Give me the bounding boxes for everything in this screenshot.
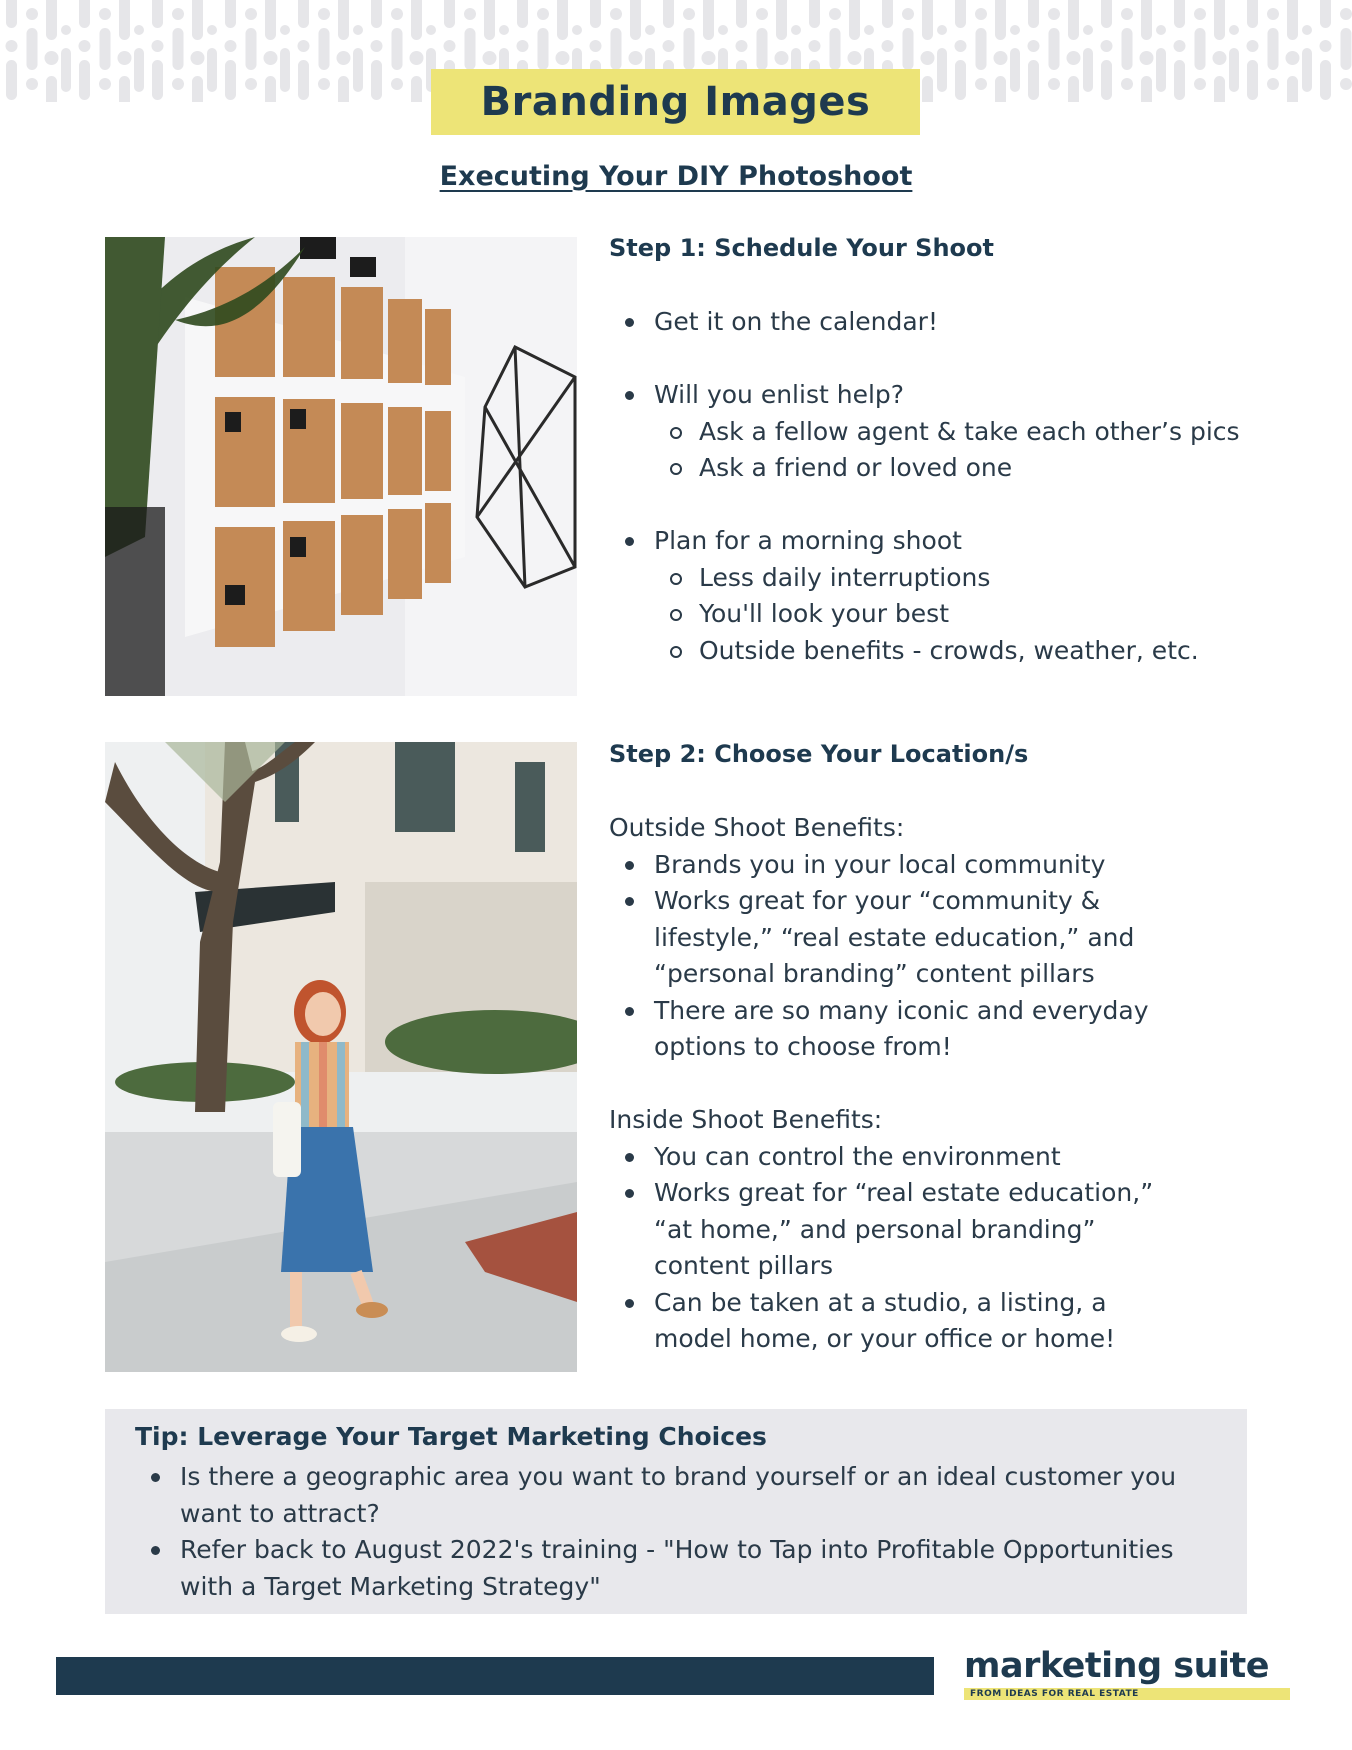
list-item-text: Will you enlist help? [654,380,905,409]
list-item: Works great for “real estate education,” “at home,” and personal branding” content pillars [609,1175,1189,1285]
list-item: Brands you in your local community [609,847,1189,884]
list-item [609,523,1249,669]
page-subtitle: Executing Your DIY Photoshoot [439,161,913,192]
step1-list [609,304,1249,669]
tip-list [135,1459,1225,1605]
list-item [609,304,1249,341]
marketing-suite-logo [964,1646,1294,1706]
title-banner [431,69,920,135]
list-item: You can control the environment [609,1139,1189,1176]
outside-label: Outside Shoot Benefits: [609,813,905,842]
sub-list-item: Outside benefits - crowds, weather, etc. [654,633,1249,670]
list-item-text: Plan for a morning shoot [654,526,962,555]
outdoor-shoot-photo [105,742,577,1372]
step2-content [609,810,1189,1358]
sub-list-item: Less daily interruptions [654,560,1249,597]
sub-list-item: Ask a friend or loved one [654,450,1249,487]
list-item [609,377,1249,487]
footer-bar [56,1657,934,1695]
list-item: Is there a geographic area you want to brand yourself or an ideal customer you want to attract? [135,1459,1225,1532]
tip-title: Tip: Leverage Your Target Marketing Choices [135,1422,767,1451]
logo-wordmark: marketing suite [964,1646,1270,1686]
step2-heading: Step 2: Choose Your Location/s [609,740,1029,768]
sub-list-item: You'll look your best [654,596,1249,633]
list-item: Can be taken at a studio, a listing, a model home, or your office or home! [609,1285,1189,1358]
calendar-board-photo [105,237,577,696]
tip-box [105,1409,1247,1614]
inside-label: Inside Shoot Benefits: [609,1105,883,1134]
sub-list-item: Ask a fellow agent & take each other’s pics [654,414,1249,451]
page-title: Branding Images [480,79,871,125]
list-item: Works great for your “community & lifestyle,” “real estate education,” and “personal branding” content pillars [609,883,1189,993]
list-item-text: Get it on the calendar! [654,307,938,336]
list-item: There are so many iconic and everyday options to choose from! [609,993,1189,1066]
step1-heading: Step 1: Schedule Your Shoot [609,234,994,262]
logo-tagline: FROM IDEAS FOR REAL ESTATE [970,1689,1139,1699]
list-item: Refer back to August 2022's training - "How to Tap into Profitable Opportunities with a Target Marketing Strategy" [135,1532,1225,1605]
